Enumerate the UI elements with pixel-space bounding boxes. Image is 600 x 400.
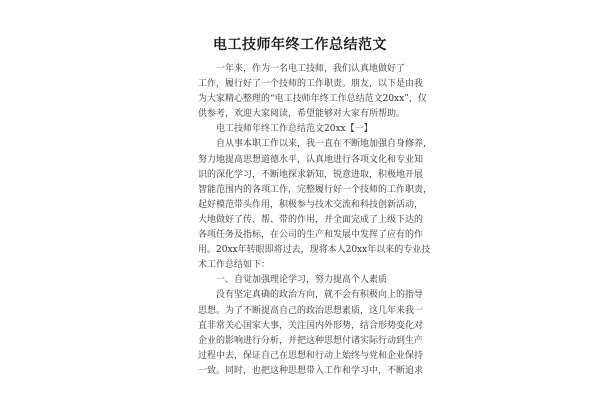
body-text-line: 自从事本职工作以来，我一直在不断地加强自身修养， (216, 139, 433, 150)
body-text-line: 起好模范带头作用，积极参与技术交流和科技创新活动， (198, 199, 424, 210)
body-text-line: 一致。同时，也把这种思想带入工作和学习中，不断追求 (198, 365, 424, 376)
body-text-line: 电工技师年终工作总结范文20xx【一】 (216, 124, 373, 135)
body-text-line: 企业的影响进行分析，并把这种思想付诸实际行动到生产 (198, 335, 424, 346)
body-text-line: 一、自觉加强理论学习，努力提高个人素质 (216, 275, 388, 286)
body-text-line: 智能范围内的各项工作，完整履行好一个技师的工作职责， (198, 184, 433, 195)
body-text-line: 没有坚定真确的政治方向，就不会有积极向上的指导 (216, 290, 424, 301)
body-text-line: 供参考，欢迎大家阅读，希望能够对大家有所帮助。 (198, 109, 406, 120)
document-body (198, 62, 433, 379)
body-text-line: 术工作总结如下： (198, 260, 271, 271)
body-text-line: 为大家精心整理的“电工技师年终工作总结范文20xx”，仅 (198, 94, 427, 105)
body-text-line: 一年来，作为一名电工技师，我们认真地做好了 (216, 64, 406, 74)
body-text-line: 用。20xx年转眼即将过去，现将本人20xx年以来的专业技 (198, 245, 431, 256)
body-text-line: 工作，履行好了一个技师的工作职责。朋友，以下是由我 (198, 79, 424, 90)
body-text-line: 直非常关心国家大事，关注国内外形势，结合形势变化对 (198, 320, 424, 331)
body-text-line: 大地做好了传、帮、带的作用，并全面完成了上级下达的 (198, 214, 424, 225)
document-title: 电工技师年终工作总结范文 (213, 37, 387, 53)
body-text-line: 识的深化学习，不断地探求新知，锐意进取，积极地开展 (198, 169, 424, 180)
body-text-line: 思想。为了不断提高自己的政治思想素质，这几年来我一 (198, 305, 424, 316)
body-text-line: 各项任务及指标，在公司的生产和发展中发挥了应有的作 (198, 230, 424, 241)
body-text-line: 努力地提高思想道德水平，认真地进行各项文化和专业知 (198, 154, 424, 165)
body-text-line: 过程中去，保证自己在思想和行动上始终与党和企业保持 (198, 350, 424, 361)
